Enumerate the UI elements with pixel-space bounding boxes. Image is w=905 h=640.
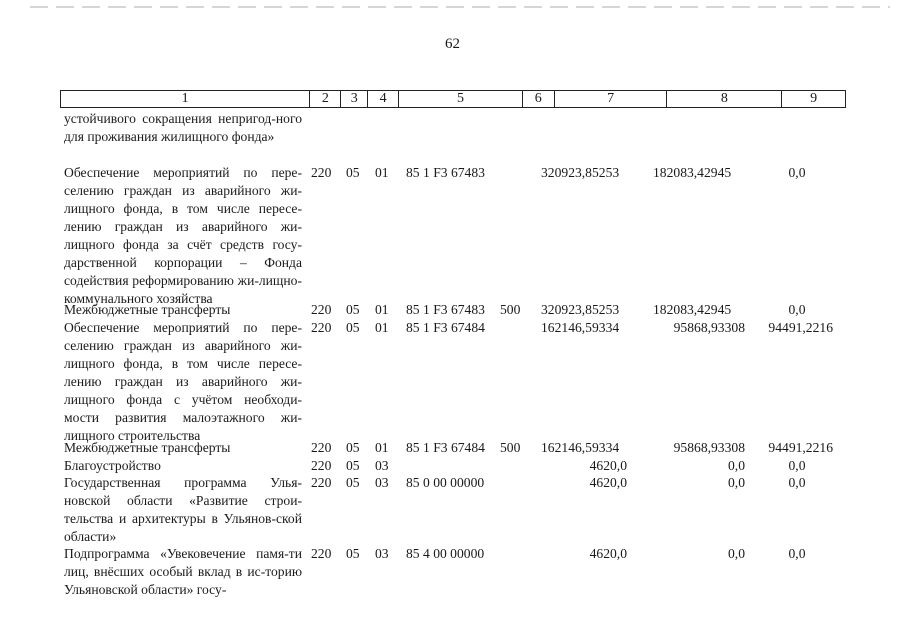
- row-col-3: 05: [346, 546, 360, 561]
- row-col-5: 85 4 00 00000: [406, 546, 485, 561]
- row-name: Межбюджетные трансферты: [64, 302, 231, 317]
- row-col-5: 85 0 00 00000: [406, 475, 485, 490]
- header-col-9: 9: [781, 91, 845, 107]
- row-name: Обеспечение мероприятий по пере-селению граждан из аварийного жи-лищного фонда, в том числе пересе-лению граждан из аварийного жи-лищного фонда за счёт средств госу-дарственной корпорации – Фонда содействия реформированию жи-лищно-коммунального хозяйства: [64, 165, 302, 306]
- header-col-4: 4: [367, 91, 398, 107]
- row-col-4: 03: [375, 475, 389, 490]
- row-col-8: 0,0: [728, 458, 745, 473]
- row-col-7: 4620,0: [589, 458, 627, 473]
- row-col-3: 05: [346, 475, 360, 490]
- row-col-8: 95868,93308: [673, 440, 745, 455]
- row-col-8: 182083,42945: [653, 165, 732, 180]
- row-col-9: 0,0: [788, 475, 806, 490]
- header-col-5: 5: [398, 91, 522, 107]
- row-col-6: 500: [500, 302, 521, 317]
- row-col-4: 01: [375, 320, 389, 335]
- row-col-9: 0,0: [788, 165, 806, 180]
- row-col-8: 182083,42945: [653, 302, 732, 317]
- scan-artifact: [30, 6, 890, 8]
- row-col-2: 220: [311, 440, 332, 455]
- row-col-5: 85 1 F3 67484: [406, 320, 485, 335]
- row-col-5: 85 1 F3 67483: [406, 302, 485, 317]
- row-col-4: 01: [375, 165, 389, 180]
- row-col-2: 220: [311, 546, 332, 561]
- row-name: Благоустройство: [64, 458, 161, 473]
- row-col-4: 03: [375, 546, 389, 561]
- row-col-7: 320923,85253: [541, 302, 620, 317]
- row-col-8: 0,0: [728, 475, 745, 490]
- row-col-5: 85 1 F3 67483: [406, 165, 485, 180]
- row-col-3: 05: [346, 320, 360, 335]
- row-col-2: 220: [311, 165, 332, 180]
- row-col-4: 01: [375, 302, 389, 317]
- row-col-9: 94491,2216: [768, 320, 833, 335]
- header-col-2: 2: [309, 91, 340, 107]
- row-col-2: 220: [311, 458, 332, 473]
- row-name: Подпрограмма «Увековечение памя-ти лиц, внёсших особый вклад в ис-торию Ульяновской области» госу-: [64, 546, 302, 597]
- row-col-8: 0,0: [728, 546, 745, 561]
- row-col-7: 4620,0: [589, 546, 627, 561]
- table-header: [60, 90, 846, 108]
- row-col-4: 03: [375, 458, 389, 473]
- header-col-1: 1: [181, 91, 189, 106]
- row-col-7: 162146,59334: [541, 440, 620, 455]
- row-col-2: 220: [311, 475, 332, 490]
- row-col-3: 05: [346, 458, 360, 473]
- header-col-8: 8: [666, 91, 781, 107]
- row-col-5: 85 1 F3 67484: [406, 440, 485, 455]
- row-col-3: 05: [346, 302, 360, 317]
- row-col-2: 220: [311, 302, 332, 317]
- header-col-6: 6: [522, 91, 554, 107]
- row-col-9: 0,0: [788, 302, 806, 317]
- row-col-7: 320923,85253: [541, 165, 620, 180]
- row-col-8: 95868,93308: [673, 320, 745, 335]
- row-col-9: 94491,2216: [768, 440, 833, 455]
- row-name: Обеспечение мероприятий по пере-селению граждан из аварийного жи-лищного фонда, в том числе пересе-лению граждан из аварийного жи-лищного фонда с учётом необходи-мости развития малоэтажного жи-лищного строительства: [64, 320, 302, 443]
- row-col-2: 220: [311, 320, 332, 335]
- row-col-6: 500: [500, 440, 521, 455]
- page-number: 62: [445, 36, 460, 52]
- row-name: Межбюджетные трансферты: [64, 440, 231, 455]
- row-name: устойчивого сокращения непригод-ного для проживания жилищного фонда»: [64, 111, 302, 144]
- row-col-3: 05: [346, 440, 360, 455]
- row-col-9: 0,0: [788, 458, 806, 473]
- row-col-4: 01: [375, 440, 389, 455]
- row-col-9: 0,0: [788, 546, 806, 561]
- header-col-7: 7: [554, 91, 667, 107]
- row-col-7: 4620,0: [589, 475, 627, 490]
- row-col-7: 162146,59334: [541, 320, 620, 335]
- header-col-3: 3: [340, 91, 367, 107]
- row-name: Государственная программа Улья-новской области «Развитие строи-тельства и архитектуры в Ульянов-ской области»: [64, 475, 302, 544]
- row-col-3: 05: [346, 165, 360, 180]
